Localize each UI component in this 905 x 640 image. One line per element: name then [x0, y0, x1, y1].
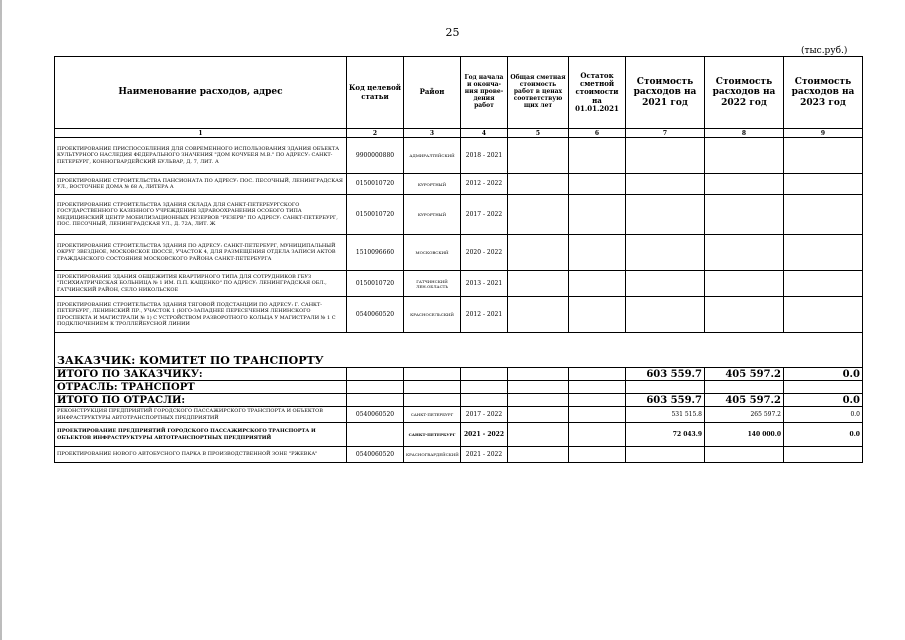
project-years: 2017 - 2022: [461, 195, 508, 235]
customer-total-2023: 0.0: [784, 368, 863, 381]
header-district: Район: [404, 57, 461, 129]
project-years: 2012 - 2022: [461, 174, 508, 195]
project-name: ПРОЕКТИРОВАНИЕ СТРОИТЕЛЬСТВА ПАНСИОНАТА ПО АДРЕСУ: ПОС. ПЕСОЧНЫЙ, ЛЕНИНГРАДСКАЯ УЛ., ВОСТОЧНЕЕ ДОМА № 68 А, ЛИТЕРА А: [55, 174, 347, 195]
customer-row: [55, 333, 863, 368]
header-cost-2021: Стоимость расходов на 2021 год: [626, 57, 705, 129]
header-name: Наименование расходов, адрес: [55, 57, 347, 129]
customer-total-label: ИТОГО ПО ЗАКАЗЧИКУ:: [55, 368, 347, 381]
header-cost-2023: Стоимость расходов на 2023 год: [784, 57, 863, 129]
column-number: 3: [404, 129, 461, 138]
project-name: ПРОЕКТИРОВАНИЕ ПРИСПОСОБЛЕНИЯ ДЛЯ СОВРЕМЕННОГО ИСПОЛЬЗОВАНИЯ ЗДАНИЯ ОБЪЕКТА КУЛЬТУРНОГО НАСЛЕДИЯ ФЕДЕРАЛЬНОГО ЗНАЧЕНИЯ "ДОМ КОЧУБЕЯ М.В." ПО АДРЕСУ: САНКТ-ПЕТЕРБУРГ, КОННОГВАРДЕЙСКИЙ БУЛЬВАР, Д. 7, ЛИТ. А: [55, 138, 347, 174]
project-district: КУРОРТНЫЙ: [404, 174, 461, 195]
project-cost-2022: [705, 447, 784, 463]
project-name: ПРОЕКТИРОВАНИЕ НОВОГО АВТОБУСНОГО ПАРКА В ПРОИЗВОДСТВЕННОЙ ЗОНЕ "РЖЕВКА": [55, 447, 347, 463]
project-code: 1510096660: [347, 235, 404, 271]
table-row: [55, 423, 863, 447]
project-district: САНКТ-ПЕТЕРБУРГ: [404, 407, 461, 423]
project-name: ПРОЕКТИРОВАНИЕ ЗДАНИЯ ОБЩЕЖИТИЯ КВАРТИРНОГО ТИПА ДЛЯ СОТРУДНИКОВ ГБУЗ "ПСИХИАТРИЧЕСКАЯ БОЛЬНИЦА № 1 ИМ. П.П. КАЩЕНКО" ПО АДРЕСУ: ЛЕНИНГРАДСКАЯ ОБЛ., ГАТЧИНСКИЙ РАЙОН, СЕЛО НИКОЛЬСКОЕ: [55, 271, 347, 297]
project-name: РЕКОНСТРУКЦИЯ ПРЕДПРИЯТИЙ ГОРОДСКОГО ПАССАЖИРСКОГО ТРАНСПОРТА И ОБЪЕКТОВ ИНФРАСТРУКТУРЫ АВТОТРАНСПОРТНЫХ ПРЕДПРИЯТИЙ: [55, 407, 347, 423]
industry-total-2022: 405 597.2: [705, 394, 784, 407]
project-district: АДМИРАЛТЕЙСКИЙ: [404, 138, 461, 174]
project-cost-2022: 140 000.0: [705, 423, 784, 447]
expenses-table: [54, 56, 863, 463]
project-code: 0150010720: [347, 271, 404, 297]
customer-total-2021: 603 559.7: [626, 368, 705, 381]
industry-total-label: ИТОГО ПО ОТРАСЛИ:: [55, 394, 347, 407]
header-code: Код целевой статьи: [347, 57, 404, 129]
column-number: 2: [347, 129, 404, 138]
project-code: [347, 423, 404, 447]
table-row: [55, 195, 863, 235]
column-number: 8: [705, 129, 784, 138]
table-row: [55, 174, 863, 195]
table-row: [55, 235, 863, 271]
project-name: ПРОЕКТИРОВАНИЕ СТРОИТЕЛЬСТВА ЗДАНИЯ ПО АДРЕСУ: САНКТ-ПЕТЕРБУРГ, МУНИЦИПАЛЬНЫЙ ОКРУГ ЗВЕЗДНОЕ, МОСКОВСКОЕ ШОССЕ, УЧАСТОК 4, ДЛЯ РАЗМЕЩЕНИЯ ОТДЕЛА ЗАПИСИ АКТОВ ГРАЖДАНСКОГО СОСТОЯНИЯ МОСКОВСКОГО РАЙОНА САНКТ-ПЕТЕРБУРГА: [55, 235, 347, 271]
project-code: 0540060520: [347, 447, 404, 463]
table-row: [55, 271, 863, 297]
header-years: Год начала и оконча-ния прове-дения работ: [461, 57, 508, 129]
project-code: 0540060520: [347, 407, 404, 423]
industry-row: [55, 381, 863, 394]
project-district: КУРОРТНЫЙ: [404, 195, 461, 235]
project-cost-2022: 265 597.2: [705, 407, 784, 423]
table-row: [55, 407, 863, 423]
table-row: [55, 447, 863, 463]
project-district: КРАСНОСЕЛЬСКИЙ: [404, 297, 461, 333]
units-label: (тыс.руб.): [801, 46, 848, 56]
industry-total-row: [55, 394, 863, 407]
table-row: [55, 297, 863, 333]
column-number: 7: [626, 129, 705, 138]
project-cost-2023: 0.0: [784, 407, 863, 423]
project-years: 2018 - 2021: [461, 138, 508, 174]
table-row: [55, 138, 863, 174]
project-district: МОСКОВСКИЙ: [404, 235, 461, 271]
page-number: 25: [445, 26, 460, 39]
project-cost-2023: [784, 447, 863, 463]
project-cost-2021: [626, 447, 705, 463]
project-code: 0150010720: [347, 174, 404, 195]
header-remainder: Остаток сметной стоимости на 01.01.2021: [569, 57, 626, 129]
project-district: КРАСНОГВАРДЕЙСКИЙ: [404, 447, 461, 463]
column-number: 9: [784, 129, 863, 138]
project-code: 9900000880: [347, 138, 404, 174]
project-code: 0540060520: [347, 297, 404, 333]
project-district: САНКТ-ПЕТЕРБУРГ: [404, 423, 461, 447]
project-years: 2012 - 2021: [461, 297, 508, 333]
project-years: 2021 - 2022: [461, 423, 508, 447]
project-years: 2020 - 2022: [461, 235, 508, 271]
project-code: 0150010720: [347, 195, 404, 235]
column-number-row: [55, 129, 863, 138]
project-name: ПРОЕКТИРОВАНИЕ СТРОИТЕЛЬСТВА ЗДАНИЯ ТЯГОВОЙ ПОДСТАНЦИИ ПО АДРЕСУ: Г. САНКТ-ПЕТЕРБУРГ, ЛЕНИНСКИЙ ПР., УЧАСТОК 1 (ЮГО-ЗАПАДНЕЕ ПЕРЕСЕЧЕНИЯ ЛЕНИНСКОГО ПРОСПЕКТА И МАГИСТРАЛИ № 1) С УСТРОЙСТВОМ РАЗВОРОТНОГО КОЛЬЦА У МАГИСТРАЛИ № 1 С ПОДКЛЮЧЕНИЕМ К ТРОЛЛЕЙБУСНОЙ ЛИНИИ: [55, 297, 347, 333]
industry-total-2023: 0.0: [784, 394, 863, 407]
project-cost-2021: 72 043.9: [626, 423, 705, 447]
project-name: ПРОЕКТИРОВАНИЕ СТРОИТЕЛЬСТВА ЗДАНИЯ СКЛАДА ДЛЯ САНКТ-ПЕТЕРБУРГСКОГО ГОСУДАРСТВЕННОГО КАЗЕННОГО УЧРЕЖДЕНИЯ ЗДРАВООХРАНЕНИЯ ОСОБОГО ТИПА МЕДИЦИНСКИЙ ЦЕНТР МОБИЛИЗАЦИОННЫХ РЕЗЕРВОВ "РЕЗЕРВ" ПО АДРЕСУ: САНКТ-ПЕТЕРБУРГ, ПОС. ПЕСОЧНЫЙ, ЛЕНИНГРАДСКАЯ УЛ., Д. 72А, ЛИТ. Ж: [55, 195, 347, 235]
project-years: 2013 - 2021: [461, 271, 508, 297]
industry-label: ОТРАСЛЬ: ТРАНСПОРТ: [55, 381, 347, 394]
customer-total-2022: 405 597.2: [705, 368, 784, 381]
column-number: 1: [55, 129, 347, 138]
project-district: ГАТЧИНСКИЙ ЛЕН.ОБЛАСТЬ: [404, 271, 461, 297]
project-years: 2017 - 2022: [461, 407, 508, 423]
scan-edge: [0, 0, 2, 640]
column-number: 4: [461, 129, 508, 138]
project-name: ПРОЕКТИРОВАНИЕ ПРЕДПРИЯТИЙ ГОРОДСКОГО ПАССАЖИРСКОГО ТРАНСПОРТА И ОБЪЕКТОВ ИНФРАСТРУКТУРЫ АВТОТРАНСПОРТНЫХ ПРЕДПРИЯТИЙ: [55, 423, 347, 447]
project-cost-2023: 0.0: [784, 423, 863, 447]
header-row: [55, 57, 863, 129]
customer-label: ЗАКАЗЧИК: КОМИТЕТ ПО ТРАНСПОРТУ: [55, 333, 863, 368]
industry-total-2021: 603 559.7: [626, 394, 705, 407]
column-number: 6: [569, 129, 626, 138]
header-estimate: Общая сметная стоимость работ в ценах соответствую щих лет: [508, 57, 569, 129]
customer-total-row: [55, 368, 863, 381]
header-cost-2022: Стоимость расходов на 2022 год: [705, 57, 784, 129]
project-years: 2021 - 2022: [461, 447, 508, 463]
column-number: 5: [508, 129, 569, 138]
project-cost-2021: 531 515.8: [626, 407, 705, 423]
